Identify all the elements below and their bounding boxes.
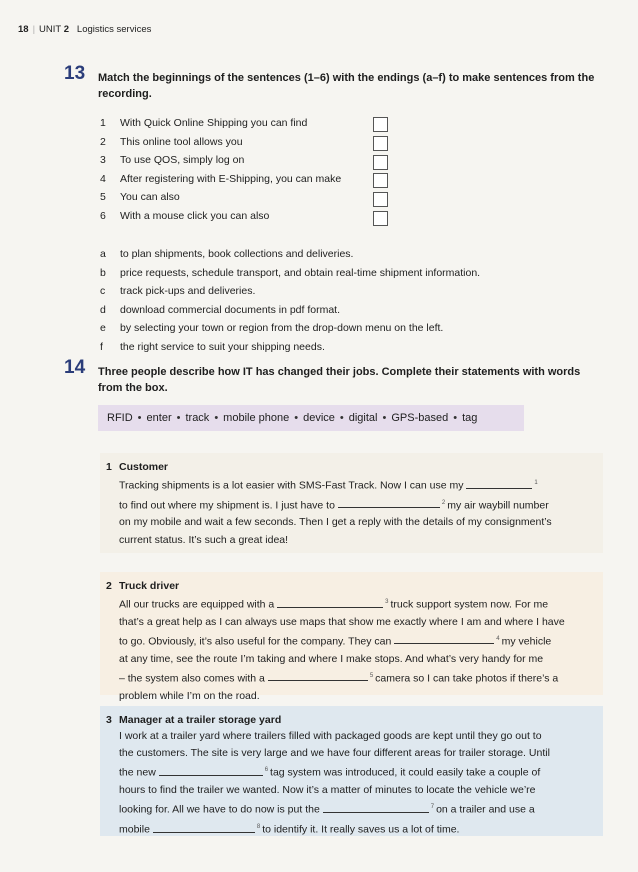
text: on my mobile and wait a few seconds. Then I get a reply with the details of my consignment’s xyxy=(119,516,552,529)
bullet: • xyxy=(453,412,458,424)
gap-3[interactable] xyxy=(277,597,383,608)
item-text: download commercial documents in pdf format. xyxy=(120,303,341,316)
text: problem while I’m on the road. xyxy=(119,689,260,702)
gap-6[interactable] xyxy=(159,765,263,776)
text: looking for. All we have to do now is put the xyxy=(119,803,320,816)
text: at any time, see the route I’m taking and where I make stops. And what’s very handy for me xyxy=(119,652,544,665)
statement-manager xyxy=(100,706,603,836)
statement-body xyxy=(106,475,595,549)
statement-number: 3 xyxy=(106,714,112,726)
text: – the system also comes with a xyxy=(119,672,265,685)
text: the new xyxy=(119,766,156,779)
statement-truck-driver xyxy=(100,572,603,702)
bullet: • xyxy=(137,412,142,424)
exercise-13-instructions: Match the beginnings of the sentences (1–6) with the endings (a–f) to make sentences from the recording. xyxy=(98,72,595,100)
item-letter: e xyxy=(100,322,106,334)
gap-number: 7 xyxy=(430,804,435,811)
gap-8[interactable] xyxy=(153,822,255,833)
gap-number: 1 xyxy=(534,480,538,486)
statement-title: Customer xyxy=(119,461,169,473)
text: truck support system now. For me xyxy=(390,598,549,611)
unit-number: 2 xyxy=(63,24,69,35)
text: that’s a great help as I can always use maps that show me exactly where I am and where I have xyxy=(119,615,565,628)
page-header xyxy=(18,24,151,35)
bullet: • xyxy=(214,412,219,424)
gap-4[interactable] xyxy=(394,633,494,644)
exercise-13-number: 13 xyxy=(64,63,86,84)
item-number: 2 xyxy=(100,135,106,148)
exercise-14-number: 14 xyxy=(64,357,86,378)
answer-box-5[interactable] xyxy=(373,192,388,207)
text: the customers. The site is very large and we have four different areas for trailer storage. Until xyxy=(119,747,550,760)
item-number: 3 xyxy=(100,154,106,166)
text: camera so I can take photos if there’s a xyxy=(375,672,559,685)
gap-7[interactable] xyxy=(323,802,429,813)
statement-body xyxy=(106,728,595,839)
word-mobile-phone: mobile phone xyxy=(223,412,290,424)
gap-5[interactable] xyxy=(268,670,368,681)
page-number: 18 xyxy=(18,24,29,35)
exercise-13-title xyxy=(64,63,606,102)
text: hours to find the trailer we wanted. Now it’s a matter of minutes to locate the vehicle we’re xyxy=(119,784,536,797)
statement-heading xyxy=(106,578,595,594)
word-tag: tag xyxy=(462,412,478,424)
word-digital: digital xyxy=(348,412,378,424)
item-text: To use QOS, simply log on xyxy=(120,154,245,166)
gap-number: 3 xyxy=(385,599,389,605)
statement-title: Manager at a trailer storage yard xyxy=(119,714,282,726)
text: to identify it. It really saves us a lot of time. xyxy=(262,823,460,836)
unit-word: UNIT xyxy=(39,24,62,35)
statement-heading xyxy=(106,712,595,728)
bullet: • xyxy=(382,412,387,424)
bullet: • xyxy=(176,412,181,424)
statement-number: 1 xyxy=(106,461,112,473)
item-text: the right service to suit your shipping needs. xyxy=(120,340,325,353)
text: my vehicle xyxy=(501,635,552,648)
item-number: 5 xyxy=(100,191,106,203)
item-letter: b xyxy=(100,266,106,279)
item-number: 1 xyxy=(100,117,106,129)
unit-label xyxy=(39,24,69,35)
exercise-14-instructions: Three people describe how IT has changed their jobs. Complete their statements with words from the box. xyxy=(98,366,581,394)
item-text: track pick-ups and deliveries. xyxy=(120,285,256,297)
item-text: With Quick Online Shipping you can find xyxy=(120,117,308,129)
gap-1[interactable] xyxy=(466,478,532,489)
header-divider: | xyxy=(32,24,36,35)
gap-number: 4 xyxy=(496,635,500,642)
item-text: by selecting your town or region from the drop-down menu on the left. xyxy=(120,322,444,334)
item-letter: a xyxy=(100,248,106,260)
item-text: You can also xyxy=(120,191,180,203)
bullet: • xyxy=(339,412,344,424)
gap-number: 2 xyxy=(441,499,446,506)
item-letter: f xyxy=(100,340,103,353)
statement-body xyxy=(106,594,595,705)
word-gps-based: GPS-based xyxy=(391,412,449,424)
item-letter: c xyxy=(100,285,106,297)
answer-box-2[interactable] xyxy=(373,136,388,151)
text: to find out where my shipment is. I just have to xyxy=(119,499,335,512)
text: All our trucks are equipped with a xyxy=(119,598,275,611)
item-letter: d xyxy=(100,303,106,316)
item-text: This online tool allows you xyxy=(120,135,243,148)
section-title: Logistics services xyxy=(76,24,152,35)
text: to go. Obviously, it’s also useful for the company. They can xyxy=(119,635,392,648)
text: my air waybill number xyxy=(447,499,549,512)
statement-customer xyxy=(100,453,603,553)
text: Tracking shipments is a lot easier with SMS-Fast Track. Now I can use my xyxy=(119,479,464,492)
item-text: price requests, schedule transport, and obtain real-time shipment information. xyxy=(120,266,481,279)
item-text: After registering with E-Shipping, you can make xyxy=(120,172,342,185)
item-text: With a mouse click you can also xyxy=(120,209,270,222)
exercise-14-title xyxy=(64,357,606,396)
text: current status. It’s such a great idea! xyxy=(119,533,289,546)
gap-2[interactable] xyxy=(338,497,440,508)
statement-heading xyxy=(106,459,595,475)
item-number: 6 xyxy=(100,209,106,222)
answer-box-3[interactable] xyxy=(373,155,388,170)
statement-title: Truck driver xyxy=(119,580,180,592)
text: on a trailer and use a xyxy=(436,803,535,816)
answer-box-4[interactable] xyxy=(373,173,388,188)
statement-number: 2 xyxy=(106,580,112,592)
word-device: device xyxy=(303,412,335,424)
word-enter: enter xyxy=(146,412,172,424)
answer-box-1[interactable] xyxy=(373,117,388,132)
text: tag system was introduced, it could easily take a couple of xyxy=(270,766,541,779)
answer-box-6[interactable] xyxy=(373,211,388,226)
word-track: track xyxy=(185,412,210,424)
text: mobile xyxy=(119,823,150,836)
item-text: to plan shipments, book collections and deliveries. xyxy=(120,248,354,260)
text: I work at a trailer yard where trailers filled with packaged goods are kept until they go out to xyxy=(119,730,542,742)
gap-number: 5 xyxy=(369,672,374,679)
item-number: 4 xyxy=(100,172,106,185)
gap-number: 8 xyxy=(256,824,261,831)
word-box xyxy=(98,405,524,431)
gap-number: 6 xyxy=(264,767,269,774)
word-rfid: RFID xyxy=(107,412,133,424)
bullet: • xyxy=(294,412,299,424)
